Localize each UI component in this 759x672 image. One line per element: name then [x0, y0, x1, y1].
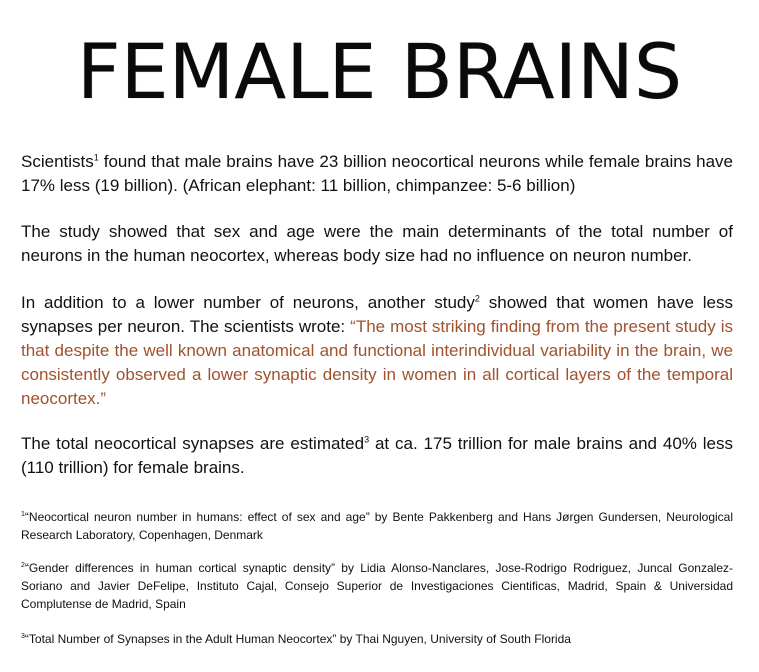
footnote-3 [21, 630, 733, 648]
footnote-ref-3: 3 [364, 434, 370, 445]
footnote-2 [21, 559, 733, 613]
footnote-1-number: 1 [21, 511, 25, 518]
footnote-3-text: “Total Number of Synapses in the Adult Human Neocortex” by Thai Nguyen, University of South Florida [24, 632, 571, 646]
study-quote: “The most striking finding from the present study is that despite the well known anatomical and functional interindividual variability in the brain, we consistently observed a lower synaptic density in women in all cortical layers of the temporal neocortex.” [21, 317, 734, 408]
footnote-ref-2: 2 [474, 293, 480, 304]
paragraph-synapses [21, 291, 733, 411]
p1-text-a: Scientists [21, 152, 94, 171]
p4-text-a: The total neocortical synapses are estimated [21, 434, 365, 453]
paragraph-determinants [21, 220, 733, 268]
paragraph-total-synapses [21, 432, 733, 480]
p3-text-a: In addition to a lower number of neurons, another study [21, 293, 475, 312]
paragraph-neuron-count [21, 150, 733, 198]
footnote-1-text: “Neocortical neuron number in humans: effect of sex and age” by Bente Pakkenberg and Hans Jørgen Gundersen, Neurological Research Laboratory, Copenhagen, Denmark [21, 510, 733, 542]
p1-text-b: found that male brains have 23 billion neocortical neurons while female brains have 17% less (19 billion). (African elephant: 11 billion, chimpanzee: 5-6 billion) [21, 152, 733, 195]
p2-text: The study showed that sex and age were the main determinants of the total number of neurons in the human neocortex, whereas body size had no influence on neuron number. [21, 222, 733, 265]
page-title: FEMALE BRAINS [76, 27, 683, 116]
p3-text-b: showed that women have less synapses per neuron. The scientists wrote: [21, 293, 733, 336]
footnote-ref-1: 1 [93, 152, 99, 163]
footnote-2-number: 2 [21, 562, 25, 569]
p4-text-b: at ca. 175 trillion for male brains and 40% less (110 trillion) for female brains. [21, 434, 734, 477]
footnote-1 [21, 508, 733, 544]
footnote-2-text: “Gender differences in human cortical synaptic density” by Lidia Alonso-Nanclares, Jose-Rodrigo Rodriguez, Juncal Gonzalez-Soriano and Javier DeFelipe, Instituto Cajal, Consejo Superior de Investigaciones Cientificas, Madrid, Spain & Universidad Complutense de Madrid, Spain [21, 561, 733, 611]
footnote-3-number: 3 [21, 633, 25, 640]
